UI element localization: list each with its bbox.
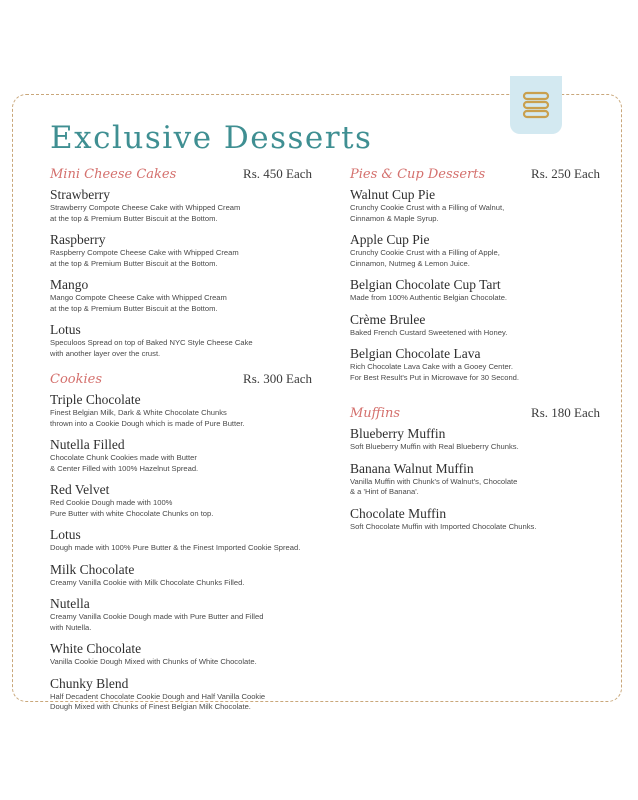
menu-item [350, 426, 600, 453]
item-description: Baked French Custard Sweetened with Honey. [350, 327, 508, 337]
item-name: Walnut Cup Pie [350, 187, 436, 202]
item-name: Apple Cup Pie [350, 232, 430, 247]
section-title: Mini Cheese Cakes [50, 167, 177, 182]
item-description: Vanilla Muffin with Chunk's of Walnut's, Chocolate & a 'Hint of Banana'. [350, 476, 518, 496]
page-title: Exclusive Desserts [50, 120, 373, 156]
item-description: Crunchy Cookie Crust with a Filling of Apple, Cinnamon, Nutmeg & Lemon Juice. [350, 248, 500, 268]
item-description: Speculoos Spread on top of Baked NYC Style Cheese Cake with another layer over the crust. [50, 338, 253, 358]
item-description: Soft Chocolate Muffin with Imported Chocolate Chunks. [350, 521, 537, 531]
item-name: Nutella Filled [50, 437, 125, 452]
item-description: Crunchy Cookie Crust with a Filling of Walnut, Cinnamon & Maple Syrup. [350, 203, 505, 223]
item-description: Creamy Vanilla Cookie with Milk Chocolate Chunks Filled. [50, 577, 245, 587]
item-description: Creamy Vanilla Cookie Dough made with Pure Butter and Filled with Nutella. [50, 612, 264, 632]
section-price: Rs. 300 Each [243, 371, 312, 386]
item-name: Crème Brulee [350, 311, 426, 327]
section-cookies [50, 371, 322, 713]
menu-item [50, 527, 322, 554]
item-description: Soft Blueberry Muffin with Real Blueberry Chunks. [350, 442, 519, 451]
item-name: Lotus [50, 527, 81, 542]
item-description: Raspberry Compote Cheese Cake with Whipped Cream at the top & Premium Butter Biscuit at the Bottom. [50, 248, 239, 268]
item-description: Strawberry Compote Cheese Cake with Whipped Cream at the top & Premium Butter Biscuit at the Bottom. [50, 203, 241, 223]
menu-item [350, 187, 600, 224]
item-name: Banana Walnut Muffin [350, 460, 474, 476]
menu-item [50, 596, 322, 633]
item-name: Raspberry [50, 232, 106, 247]
item-description: Red Cookie Dough made with 100% Pure Butter with white Chocolate Chunks on top. [50, 498, 214, 518]
section-title: Cookies [50, 372, 102, 387]
section-mini-cheese-cakes [50, 166, 322, 359]
section-price: Rs. 250 Each [531, 166, 600, 181]
item-description: Finest Belgian Milk, Dark & White Chocolate Chunks thrown into a Cookie Dough which is made of Pure Butter. [50, 408, 245, 428]
item-description: Chocolate Chunk Cookies made with Butter & Center Filled with 100% Hazelnut Spread. [50, 453, 199, 473]
item-description: Made from 100% Authentic Belgian Chocolate. [350, 293, 508, 302]
menu-item [50, 641, 322, 668]
item-name: Belgian Chocolate Cup Tart [350, 277, 501, 292]
item-name: Lotus [50, 322, 81, 337]
item-description: Rich Chocolate Lava Cake with a Gooey Center. For Best Result's Put in Microwave for 30 Second. [350, 362, 520, 382]
menu-item [350, 461, 600, 498]
menu-item [50, 232, 322, 269]
item-description: Mango Compote Cheese Cake with Whipped Cream at the top & Premium Butter Biscuit at the Bottom. [50, 293, 227, 313]
item-name: Triple Chocolate [50, 392, 141, 407]
item-description: Dough made with 100% Pure Butter & the Finest Imported Cookie Spread. [50, 543, 301, 552]
section-title: Muffins [350, 406, 401, 421]
menu-item [50, 676, 322, 713]
menu-item [350, 232, 600, 269]
item-name: Chocolate Muffin [350, 505, 447, 521]
item-description: Half Decadent Chocolate Cookie Dough and Half Vanilla Cookie Dough Mixed with Chunks of Finest Belgian Milk Chocolate. [50, 691, 266, 711]
section-title: Pies & Cup Desserts [350, 167, 486, 182]
menu-item [50, 322, 322, 359]
menu-item [50, 562, 322, 589]
item-name: Chunky Blend [50, 675, 129, 691]
menu-item [50, 187, 322, 224]
left-column [50, 166, 322, 721]
item-name: Nutella [50, 596, 90, 611]
menu-item [350, 277, 600, 304]
item-name: Strawberry [50, 187, 110, 202]
menu-item [50, 482, 322, 519]
menu-item [50, 392, 322, 429]
item-name: Blueberry Muffin [350, 426, 446, 441]
section-pies-cup-desserts [350, 166, 600, 383]
item-name: White Chocolate [50, 641, 142, 656]
item-name: Milk Chocolate [50, 561, 135, 577]
section-price: Rs. 180 Each [531, 405, 600, 420]
cake-stack-icon [521, 91, 551, 119]
menu-item [350, 346, 600, 383]
menu-item [350, 506, 600, 533]
menu-item [50, 277, 322, 314]
right-column [350, 166, 600, 540]
item-description: Vanilla Cookie Dough Mixed with Chunks of White Chocolate. [50, 657, 257, 666]
section-muffins [350, 405, 600, 532]
item-name: Mango [50, 277, 89, 292]
menu-ribbon-tab [510, 76, 562, 134]
menu-item [50, 437, 322, 474]
item-name: Red Velvet [50, 482, 110, 497]
section-price: Rs. 450 Each [243, 166, 312, 181]
item-name: Belgian Chocolate Lava [350, 346, 481, 361]
menu-item [350, 312, 600, 339]
